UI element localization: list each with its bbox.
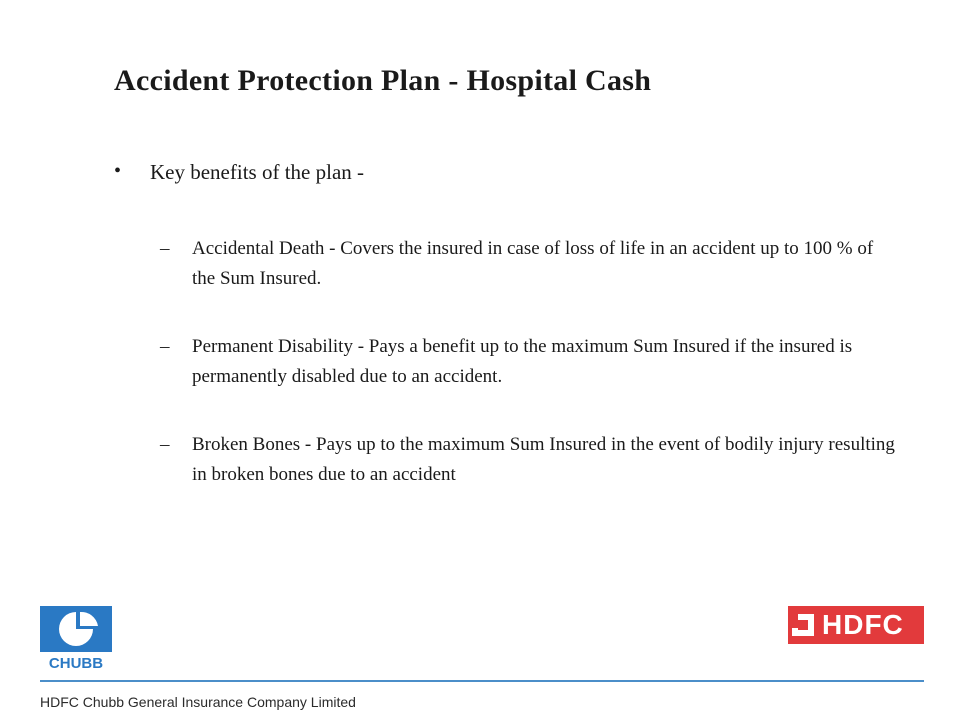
dash-marker: – [160,434,170,455]
footer-company-name: HDFC Chubb General Insurance Company Limited [40,694,356,710]
bullet-marker: • [114,160,122,182]
benefit-item [160,234,900,294]
chubb-logo-text: CHUBB [48,655,104,670]
footer-divider [40,680,924,682]
hdfc-logo [788,606,924,644]
main-bullet-text: Key benefits of the plan - [150,160,365,184]
dash-marker: – [160,336,170,357]
hdfc-logo-text: HDFC [822,609,904,640]
slide-title: Accident Protection Plan - Hospital Cash [114,64,652,97]
dash-marker: – [160,238,170,259]
benefit-text: Accidental Death - Covers the insured in case of loss of life in an accident up to 100 % of the Sum Insured. [192,238,874,289]
benefit-text: Permanent Disability - Pays a benefit up to the maximum Sum Insured if the insured is permanently disabled due to an accident. [192,336,853,387]
benefit-text: Broken Bones - Pays up to the maximum Sum Insured in the event of bodily injury resulting in broken bones due to an accident [192,434,895,485]
chubb-logo [40,606,112,670]
benefit-item [160,332,900,392]
hdfc-mark-icon [788,610,818,640]
benefit-item [160,430,900,490]
main-bullet [114,160,364,185]
